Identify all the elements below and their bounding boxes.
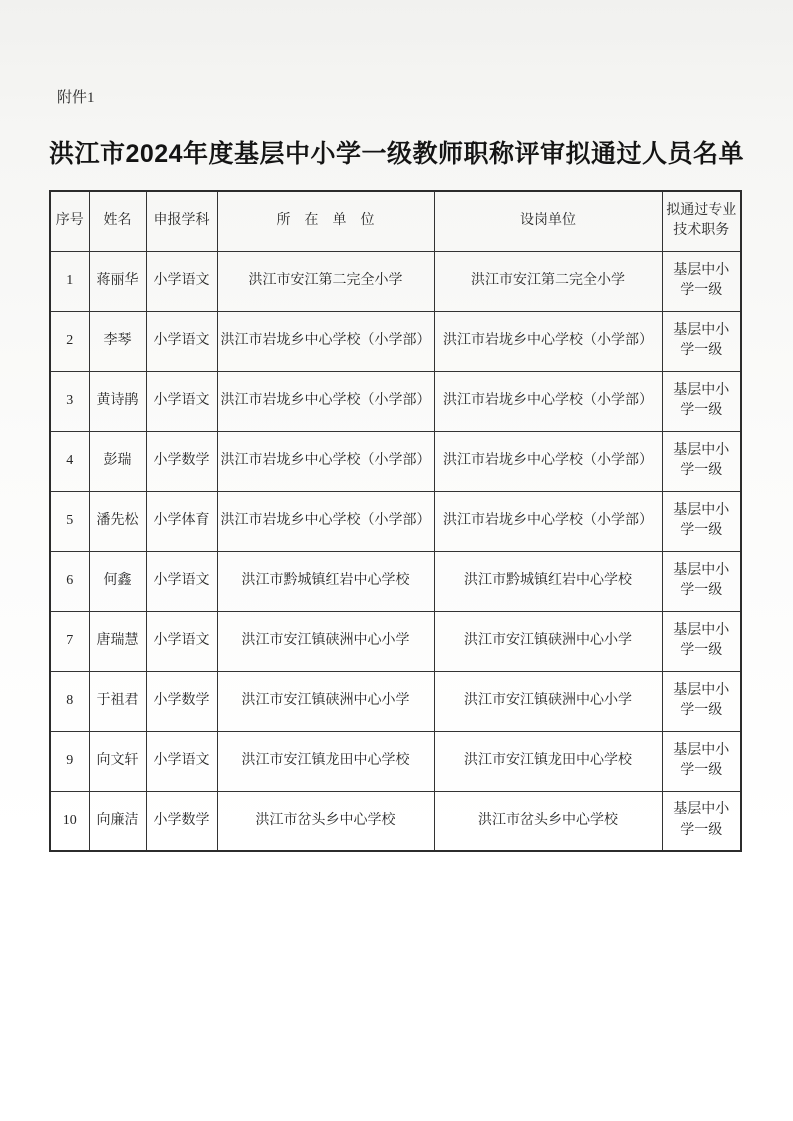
cell-post-unit: 洪江市岩垅乡中心学校（小学部）: [434, 371, 662, 431]
cell-post-unit: 洪江市岩垅乡中心学校（小学部）: [434, 491, 662, 551]
cell-no: 1: [50, 251, 89, 311]
cell-no: 9: [50, 731, 89, 791]
cell-title: 基层中小学一级: [662, 791, 741, 851]
cell-work-unit: 洪江市岩垅乡中心学校（小学部）: [217, 431, 434, 491]
cell-work-unit: 洪江市岩垅乡中心学校（小学部）: [217, 371, 434, 431]
attachment-label: 附件1: [57, 90, 95, 106]
page-title: 洪江市2024年度基层中小学一级教师职称评审拟通过人员名单: [48, 140, 745, 168]
table-row: [50, 311, 741, 371]
cell-post-unit: 洪江市安江第二完全小学: [434, 251, 662, 311]
cell-subject: 小学语文: [146, 311, 217, 371]
cell-post-unit: 洪江市黔城镇红岩中心学校: [434, 551, 662, 611]
table-row: [50, 371, 741, 431]
cell-no: 2: [50, 311, 89, 371]
cell-post-unit: 洪江市安江镇硖洲中心小学: [434, 611, 662, 671]
cell-no: 6: [50, 551, 89, 611]
table-row: [50, 491, 741, 551]
cell-post-unit: 洪江市岩垅乡中心学校（小学部）: [434, 311, 662, 371]
cell-post-unit: 洪江市岔头乡中心学校: [434, 791, 662, 851]
header-no: 序号: [50, 191, 89, 251]
table-row: [50, 251, 741, 311]
cell-title: 基层中小学一级: [662, 731, 741, 791]
teacher-roster-table: [49, 190, 742, 852]
cell-subject: 小学语文: [146, 371, 217, 431]
cell-subject: 小学数学: [146, 431, 217, 491]
cell-name: 蒋丽华: [89, 251, 146, 311]
cell-work-unit: 洪江市黔城镇红岩中心学校: [217, 551, 434, 611]
cell-work-unit: 洪江市岩垅乡中心学校（小学部）: [217, 491, 434, 551]
header-title: 拟通过专业技术职务: [662, 191, 741, 251]
table-row: [50, 671, 741, 731]
cell-work-unit: 洪江市岔头乡中心学校: [217, 791, 434, 851]
cell-title: 基层中小学一级: [662, 551, 741, 611]
cell-title: 基层中小学一级: [662, 371, 741, 431]
header-post-unit: 设岗单位: [434, 191, 662, 251]
cell-no: 10: [50, 791, 89, 851]
cell-title: 基层中小学一级: [662, 431, 741, 491]
table-row: [50, 791, 741, 851]
cell-name: 彭瑞: [89, 431, 146, 491]
header-subject: 申报学科: [146, 191, 217, 251]
cell-title: 基层中小学一级: [662, 671, 741, 731]
cell-post-unit: 洪江市安江镇龙田中心学校: [434, 731, 662, 791]
cell-title: 基层中小学一级: [662, 491, 741, 551]
cell-name: 向廉洁: [89, 791, 146, 851]
cell-title: 基层中小学一级: [662, 311, 741, 371]
table-body: [50, 251, 741, 851]
table-row: [50, 431, 741, 491]
cell-name: 潘先松: [89, 491, 146, 551]
cell-no: 7: [50, 611, 89, 671]
cell-work-unit: 洪江市岩垅乡中心学校（小学部）: [217, 311, 434, 371]
cell-work-unit: 洪江市安江镇硖洲中心小学: [217, 611, 434, 671]
cell-subject: 小学语文: [146, 251, 217, 311]
table-row: [50, 551, 741, 611]
cell-name: 于祖君: [89, 671, 146, 731]
cell-subject: 小学语文: [146, 731, 217, 791]
cell-title: 基层中小学一级: [662, 251, 741, 311]
header-work-unit: 所 在 单 位: [217, 191, 434, 251]
cell-post-unit: 洪江市岩垅乡中心学校（小学部）: [434, 431, 662, 491]
cell-subject: 小学体育: [146, 491, 217, 551]
cell-subject: 小学数学: [146, 791, 217, 851]
table-row: [50, 731, 741, 791]
table-header-row: [50, 191, 741, 251]
cell-name: 李琴: [89, 311, 146, 371]
cell-name: 唐瑞慧: [89, 611, 146, 671]
cell-name: 何鑫: [89, 551, 146, 611]
cell-work-unit: 洪江市安江第二完全小学: [217, 251, 434, 311]
cell-work-unit: 洪江市安江镇龙田中心学校: [217, 731, 434, 791]
table-row: [50, 611, 741, 671]
cell-post-unit: 洪江市安江镇硖洲中心小学: [434, 671, 662, 731]
cell-no: 8: [50, 671, 89, 731]
cell-subject: 小学语文: [146, 551, 217, 611]
cell-no: 3: [50, 371, 89, 431]
cell-subject: 小学语文: [146, 611, 217, 671]
header-name: 姓名: [89, 191, 146, 251]
cell-subject: 小学数学: [146, 671, 217, 731]
cell-title: 基层中小学一级: [662, 611, 741, 671]
cell-name: 黄诗鹃: [89, 371, 146, 431]
cell-no: 4: [50, 431, 89, 491]
cell-no: 5: [50, 491, 89, 551]
cell-name: 向文轩: [89, 731, 146, 791]
cell-work-unit: 洪江市安江镇硖洲中心小学: [217, 671, 434, 731]
